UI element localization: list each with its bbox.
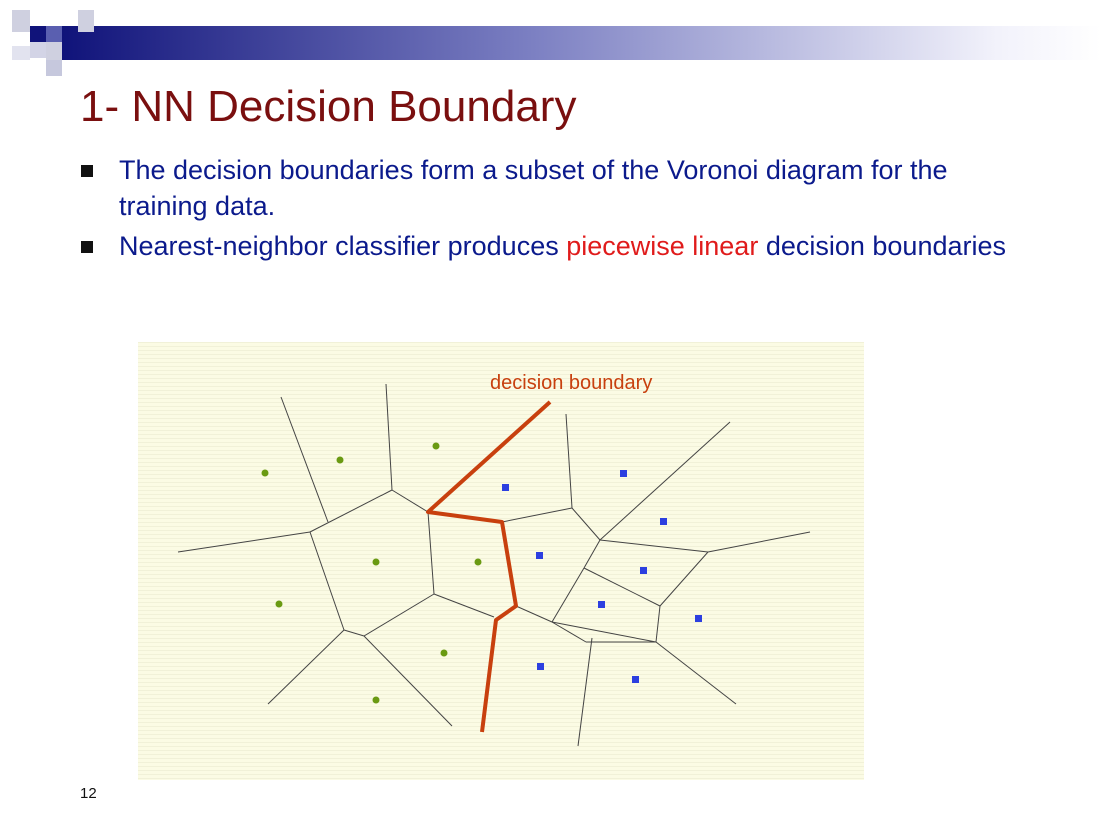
banner-square-dark — [30, 26, 46, 42]
banner-gradient-bar — [62, 26, 1101, 60]
class-b-point — [695, 615, 702, 622]
bullet-list — [78, 152, 1038, 268]
class-b-point — [536, 552, 543, 559]
bullet-item-piecewise — [78, 228, 1038, 264]
decision-boundary-label: decision boundary — [490, 372, 653, 394]
class-b-point — [598, 601, 605, 608]
bullet-highlight-piecewise-linear: piecewise linear — [566, 231, 759, 261]
slide-title: 1- NN Decision Boundary — [80, 82, 577, 131]
banner-square-light-4 — [46, 42, 62, 60]
bullet-text-voronoi: The decision boundaries form a subset of the Voronoi diagram for the training data. — [119, 155, 948, 221]
slide-number: 12 — [80, 785, 97, 802]
bullet-text-before: Nearest-neighbor classifier produces — [119, 231, 567, 261]
class-a-point — [373, 697, 380, 704]
class-a-point — [262, 470, 269, 477]
class-a-point — [441, 650, 448, 657]
banner-square-light-5 — [12, 46, 30, 60]
banner-square-light-3 — [30, 42, 46, 58]
square-bullet-icon — [81, 241, 93, 253]
class-a-point — [433, 443, 440, 450]
class-a-point — [475, 559, 482, 566]
class-b-point — [640, 567, 647, 574]
class-a-point — [276, 601, 283, 608]
class-b-point — [537, 663, 544, 670]
class-b-point — [632, 676, 639, 683]
header-banner — [0, 0, 1101, 80]
voronoi-diagram — [138, 342, 864, 780]
banner-square-light-6 — [46, 60, 62, 76]
banner-square-light-2 — [78, 10, 94, 32]
class-b-point — [660, 518, 667, 525]
class-b-point — [620, 470, 627, 477]
square-bullet-icon — [81, 165, 93, 177]
class-a-point — [373, 559, 380, 566]
bullet-item-voronoi — [78, 152, 1038, 224]
diagram-background — [138, 342, 864, 780]
class-b-point — [502, 484, 509, 491]
banner-square-light-1 — [12, 10, 30, 32]
class-a-point — [337, 457, 344, 464]
bullet-text-after: decision boundaries — [758, 231, 1006, 261]
banner-square-mid — [46, 26, 62, 42]
